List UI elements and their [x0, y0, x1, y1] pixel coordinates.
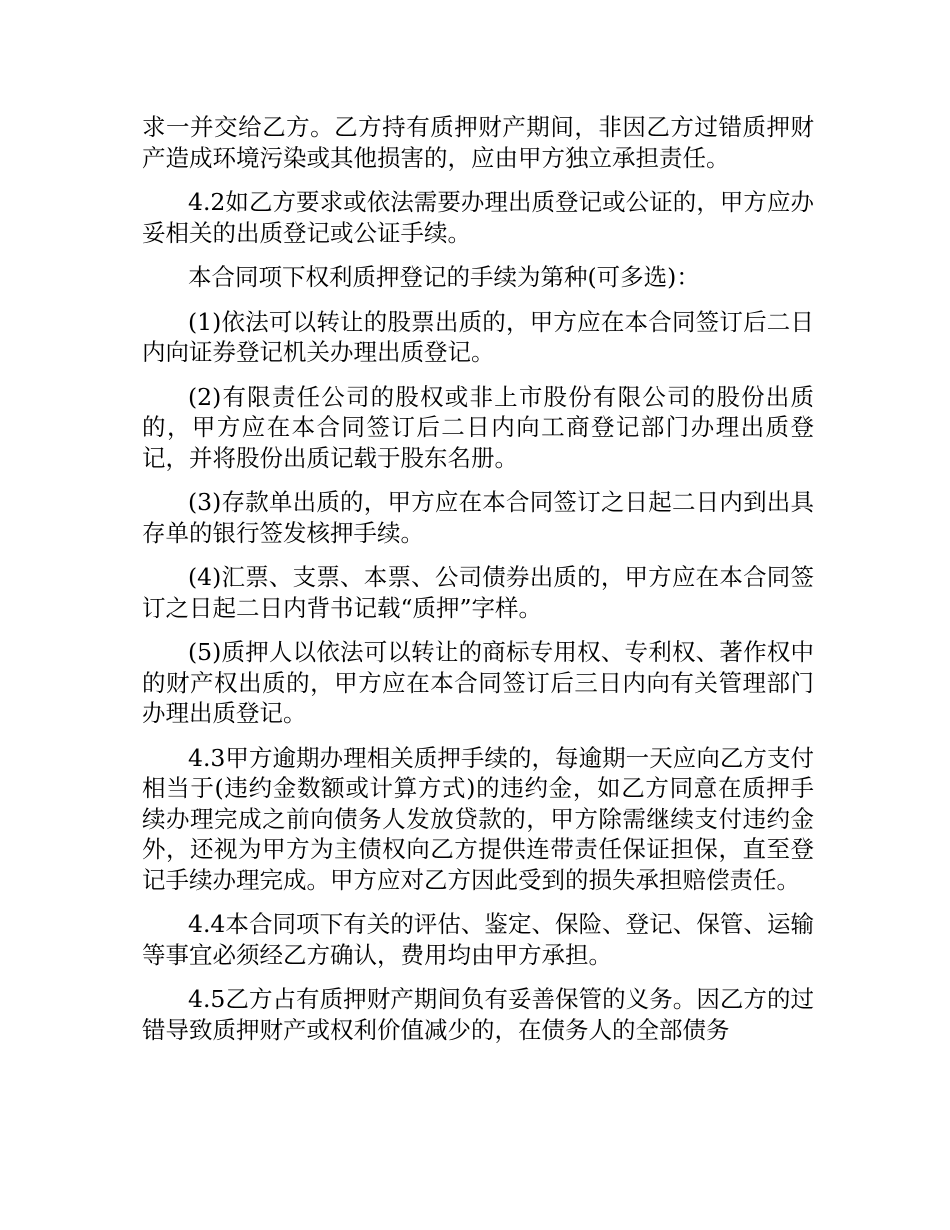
paragraph-clause-4-2: 4.2如乙方要求或依法需要办理出质登记或公证的，甲方应办妥相关的出质登记或公证手续。 [142, 188, 814, 247]
paragraph-clause-4-5: 4.5乙方占有质押财产期间负有妥善保管的义务。因乙方的过错导致质押财产或权利价值减少的，在债务人的全部债务 [142, 985, 814, 1044]
paragraph-clause-4-3: 4.3甲方逾期办理相关质押手续的，每逾期一天应向乙方支付相当于(违约金数额或计算方式)的违约金，如乙方同意在质押手续办理完成之前向债务人发放贷款的，甲方除需继续支付违约金外，还视为甲方为主债权向乙方提供连带责任保证担保，直至登记手续办理完成。甲方应对乙方因此受到的损失承担赔偿责任。 [142, 743, 814, 894]
document-page [142, 112, 814, 1059]
paragraph-clause-4-4: 4.4本合同项下有关的评估、鉴定、保险、登记、保管、运输等事宜必须经乙方确认，费用均由甲方承担。 [142, 910, 814, 969]
paragraph-item-3: (3)存款单出质的，甲方应在本合同签订之日起二日内到出具存单的银行签发核押手续。 [142, 488, 814, 547]
paragraph-continuation: 求一并交给乙方。乙方持有质押财产期间，非因乙方过错质押财产造成环境污染或其他损害的，应由甲方独立承担责任。 [142, 113, 814, 172]
paragraph-item-5: (5)质押人以依法可以转让的商标专用权、专利权、著作权中的财产权出质的，甲方应在本合同签订后三日内向有关管理部门办理出质登记。 [142, 638, 814, 727]
paragraph-item-1: (1)依法可以转让的股票出质的，甲方应在本合同签订后二日内向证券登记机关办理出质登记。 [142, 307, 814, 366]
paragraph-item-4: (4)汇票、支票、本票、公司债券出质的，甲方应在本合同签订之日起二日内背书记载“质押”字样。 [142, 563, 814, 622]
paragraph-registration-intro: 本合同项下权利质押登记的手续为第种(可多选)： [188, 263, 700, 291]
paragraph-item-2: (2)有限责任公司的股权或非上市股份有限公司的股份出质的，甲方应在本合同签订后二日内向工商登记部门办理出质登记，并将股份出质记载于股东名册。 [142, 382, 814, 472]
